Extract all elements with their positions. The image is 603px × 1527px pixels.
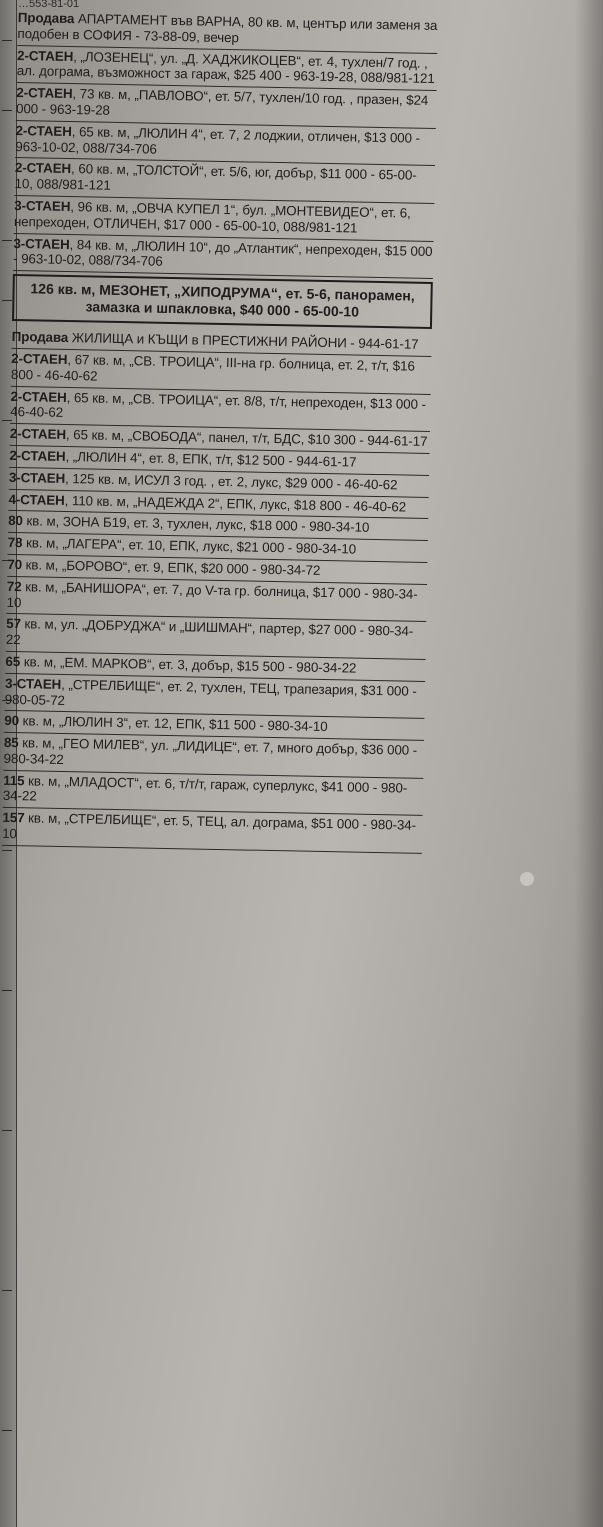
ad-text: , 73 кв. м, „ПАВЛОВО“, ет. 5/7, тухлен/10 год. , празен, $24 000 - 963-19-28 (15, 86, 429, 118)
ad-lead: 4-СТАЕН (8, 491, 65, 508)
ad-lead: Продава (17, 9, 75, 27)
ad-lead: 2-СТАЕН (16, 85, 73, 102)
ad-text: , 96 кв. м, „ОВЧА КУПЕЛ 1“, бул. „МОНТЕВИДЕО“, ет. 6, непреходен, ОТЛИЧЕН, $17 000 - 65-00-10, 088/981-121 (13, 199, 411, 236)
ad-text: , 125 кв. м, ИСУЛ 3 год. , ет. 2, лукс, $29 000 - 46-40-62 (64, 470, 398, 493)
ad-entry (13, 234, 434, 280)
ad-lead: 85 (3, 734, 19, 751)
ad-text: ЖИЛИЩА и КЪЩИ в ПРЕСТИЖНИ РАЙОНИ - 944-61-17 (68, 330, 419, 352)
ad-lead: 2-СТАЕН (15, 122, 72, 139)
ad-lead: 90 (4, 713, 20, 729)
ad-text: , „СТРЕЛБИЩЕ“, ет. 2, тухлен, ТЕЦ, трапезария, $31 000 - 980-05-72 (4, 676, 417, 708)
ad-lead: 70 (7, 556, 23, 573)
ad-lead: 2-СТАЕН (14, 160, 72, 177)
ad-text: АПАРТАМЕНТ във ВАРНА, 80 кв. м, център или заменя за подобен в СОФИЯ - 73-88-09, вечер (17, 11, 438, 46)
ad-text: кв. м, „ЛЮЛИН 3“, ет. 12, ЕПК, $11 500 - 980-34-10 (18, 713, 328, 735)
ad-lead: 65 (5, 653, 21, 670)
ad-lead: 2-СТАЕН (16, 47, 74, 64)
ad-text: , 65 кв. м, „СВ. ТРОИЦА“, ет. 8/8, т/т, непреходен, $13 000 - 46-40-62 (10, 389, 427, 421)
ad-lead: 80 (8, 513, 23, 529)
ad-text: кв. м, „БОРОВО“, ет. 9, ЕПК, $20 000 - 980-34-72 (21, 557, 321, 578)
ad-text: , „ЛЮЛИН 4“, ет. 8, ЕПК, т/т, $12 500 - 944-61-17 (65, 448, 357, 470)
ad-lead: 115 (3, 772, 25, 788)
ad-lead: 3-СТАЕН (13, 235, 70, 252)
ad-text: кв. м, „ЛАГЕРА“, ет. 10, ЕПК, лукс, $21 000 - 980-34-10 (22, 535, 357, 557)
ads-group-2 (2, 327, 432, 854)
ad-text: кв. м, „СТРЕЛБИЩЕ“, ет. 5, ТЕЦ, ал. дограма, $51 000 - 980-34-10 (2, 810, 417, 842)
ad-text: , 60 кв. м, „ТОЛСТОЙ“, ет. 5/6, юг, добър, $11 000 - 65-00-10, 088/981-121 (14, 161, 417, 193)
classified-ads-column (2, 8, 438, 854)
paper-stain (520, 872, 534, 886)
ad-lead: 57 (6, 616, 22, 632)
ad-text: кв. м, „ЕМ. МАРКОВ“, ет. 3, добър, $15 500 - 980-34-22 (20, 654, 357, 676)
ad-text: кв. м, ул. „ДОБРУДЖА“ и „ШИШМАН“, партер, $27 000 - 980-34-22 (5, 616, 414, 648)
boxed-featured-ad: 126 кв. м, МЕЗОНЕТ, „ХИПОДРУМА“, ет. 5-6, панорамен, замазка и шпакловка, $40 000 - 65-00-10 (12, 274, 433, 329)
ads-group-1 (13, 8, 438, 279)
ad-lead: 3-СТАЕН (14, 197, 71, 215)
ad-text: кв. м, „МЛАДОСТ“, ет. 6, т/т/т, гараж, суперлукс, $41 000 - 980-34-22 (2, 772, 408, 804)
ad-lead: 72 (6, 578, 22, 594)
ad-lead: 2-СТАЕН (11, 350, 68, 367)
ad-lead: 3-СТАЕН (4, 675, 62, 692)
ad-text: кв. м, ЗОНА Б19, ет. 3, тухлен, лукс, $18 000 - 980-34-10 (22, 513, 370, 536)
ad-text: , 67 кв. м, „СВ. ТРОИЦА“, III-на гр. болница, ет. 2, т/т, $16 800 - 46-40-62 (10, 351, 415, 384)
ad-lead: 78 (7, 535, 23, 551)
ad-text: , 84 кв. м, „ЛЮЛИН 10“, до „Атлантик“, непреходен, $15 000 - 963-10-02, 088/734-706 (13, 236, 433, 270)
ad-text: , 65 кв. м, „СВОБОДА“, панел, т/т, БДС, $10 300 - 944-61-17 (65, 427, 428, 450)
ad-text: кв. м, „БАНИШОРА“, ет. 7, до V-та гр. болница, $17 000 - 980-34-10 (6, 578, 418, 610)
ad-lead: 2-СТАЕН (9, 447, 66, 464)
ad-lead: Продава (11, 329, 69, 346)
ad-lead: 157 (2, 810, 25, 826)
ad-lead: 3-СТАЕН (8, 469, 66, 486)
ad-lead: 2-СТАЕН (10, 388, 67, 405)
ad-text: , 110 кв. м, „НАДЕЖДА 2“, ЕПК, лукс, $18 800 - 46-40-62 (64, 492, 407, 515)
ad-text: , „ЛОЗЕНЕЦ“, ул. „Д. ХАДЖИКОЦЕВ“, ет. 4, тухлен/7 год. , ал. дограма, възможност за гараж, $25 400 - 963-19-28, 088/981-121 (16, 48, 435, 87)
ad-lead: 2-СТАЕН (9, 426, 67, 443)
page-shadow (575, 0, 603, 1527)
ad-text: кв. м, „ГЕО МИЛЕВ“, ул. „ЛИДИЦЕ“, ет. 7, много добър, $36 000 - 980-34-22 (3, 735, 418, 767)
cut-off-text: …553-81-01 (18, 0, 80, 8)
ad-entry (2, 808, 423, 854)
ad-text: , 65 кв. м, „ЛЮЛИН 4“, ет. 7, 2 лоджии, отличен, $13 000 - 963-10-02, 088/734-706 (15, 123, 421, 157)
